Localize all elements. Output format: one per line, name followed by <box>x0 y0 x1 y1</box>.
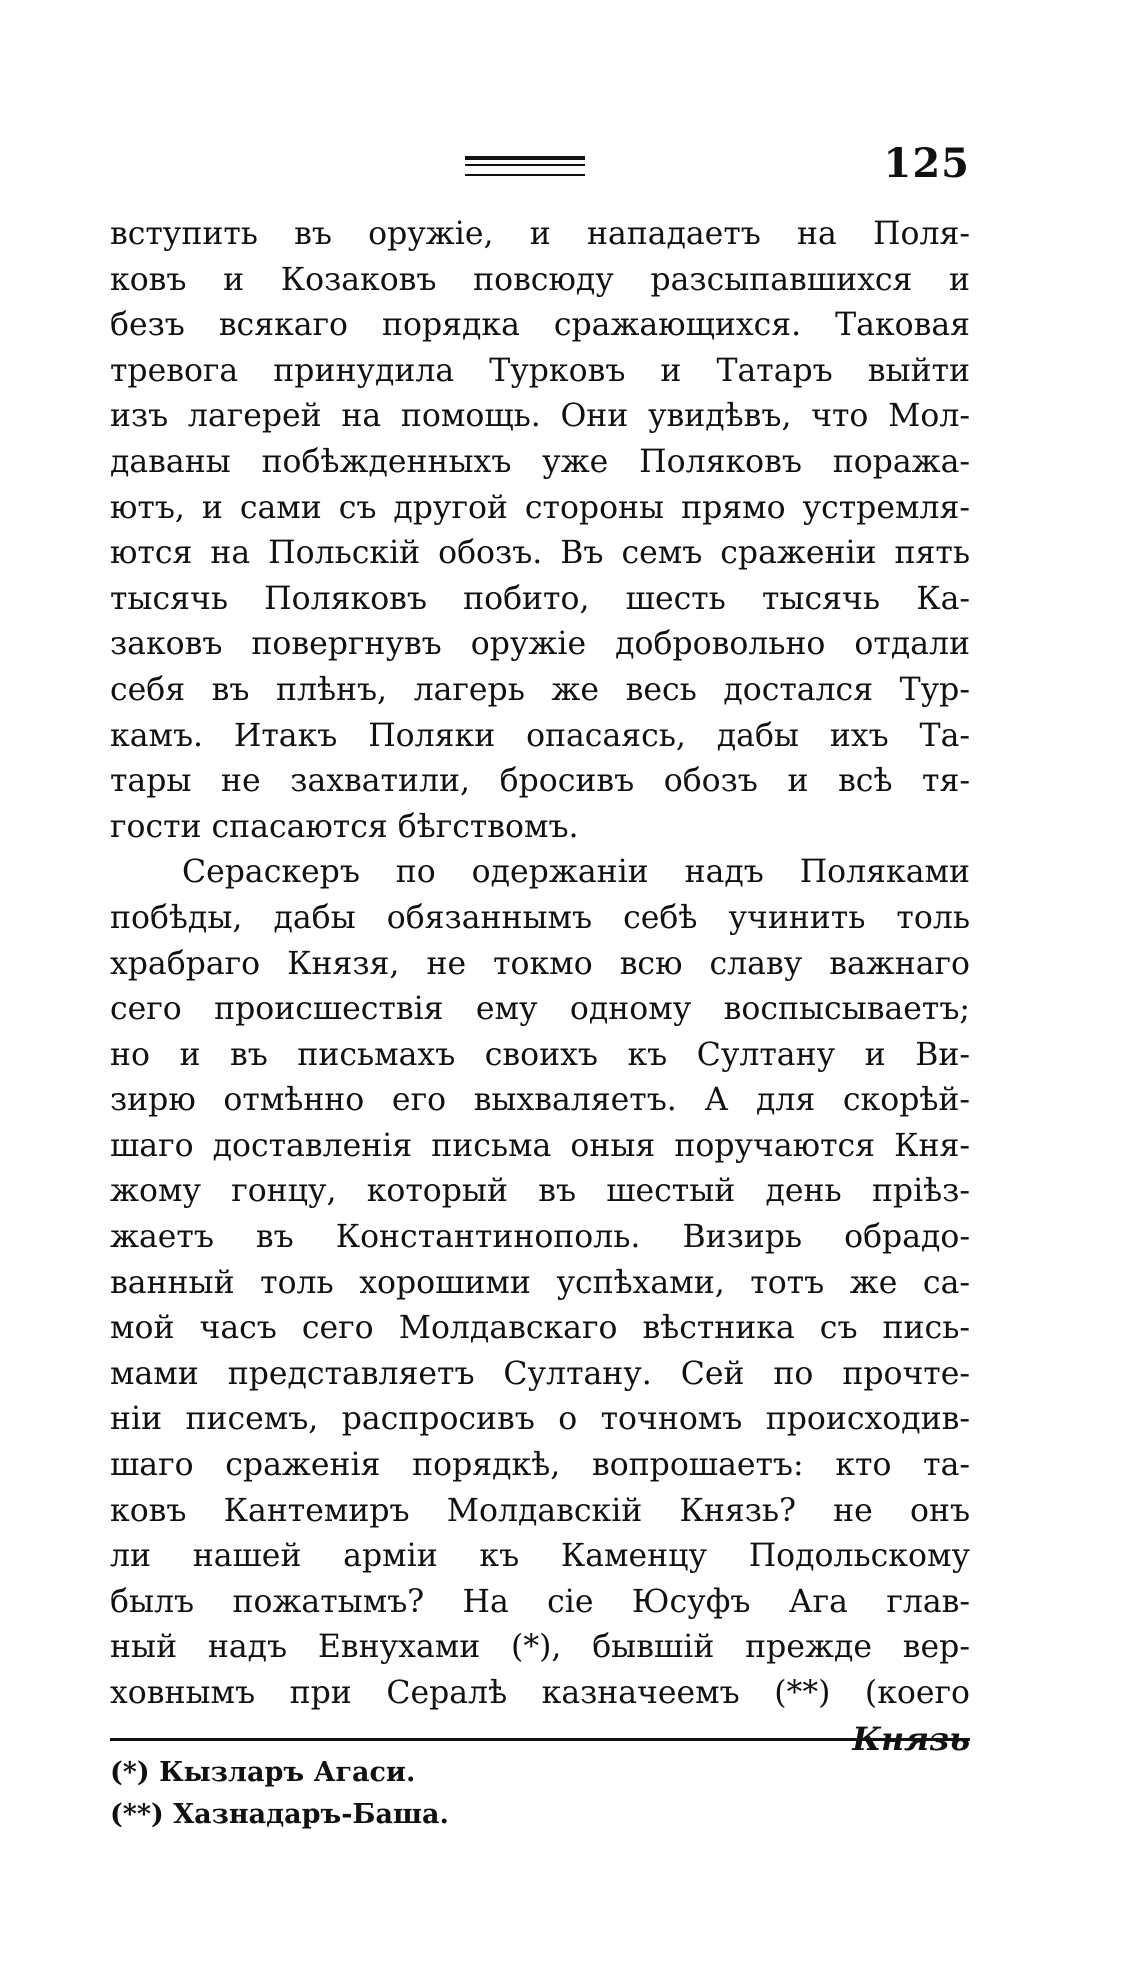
text-line: даваны побѣжденныхъ уже Поляковъ поража- <box>110 443 970 480</box>
text-line: тревога принудила Турковъ и Татаръ выйти <box>110 352 970 389</box>
text-line: ховнымъ при Сералѣ казначеемъ (**) (коего <box>110 1675 970 1711</box>
text-line: ванный толь хорошими успѣхами, тотъ же са- <box>110 1264 970 1301</box>
text-line: изъ лагерей на помощь. Они увидѣвъ, что Мол- <box>110 398 970 435</box>
footnote-1: (*) Кызларъ Агаси. <box>110 1757 416 1788</box>
header-ornament-rule <box>465 156 585 176</box>
text-line: камъ. Итакъ Поляки опасаясь, дабы ихъ Та- <box>110 717 970 754</box>
footnotes <box>110 1752 970 1836</box>
page-header <box>110 140 970 188</box>
text-line: ковъ и Козаковъ повсюду разсыпавшихся и <box>110 261 970 298</box>
text-line: жому гонцу, который въ шестый день пріѣз- <box>110 1173 970 1210</box>
text-line: вступить въ оружіе, и нападаетъ на Поля- <box>110 216 970 252</box>
text-line: шаго доставленія письма оныя поручаются Кня- <box>110 1127 970 1164</box>
text-line: былъ пожатымъ? На сіе Юсуфъ Ага глав- <box>110 1583 970 1620</box>
footnote-separator <box>110 1738 970 1741</box>
text-line: жаетъ въ Константинополь. Визирь обрадо- <box>110 1219 970 1256</box>
text-line: тары не захватили, бросивъ обозъ и всѣ тя- <box>110 763 970 800</box>
text-line: мами представляетъ Султану. Сей по прочте- <box>110 1355 970 1392</box>
text-line: заковъ повергнувъ оружіе добровольно отдали <box>110 626 970 663</box>
text-line: но и въ письмахъ своихъ къ Султану и Ви- <box>110 1036 970 1073</box>
text-line: шаго сраженія порядкѣ, вопрошаетъ: кто та- <box>110 1447 970 1484</box>
catchword: Князь <box>852 1720 970 1758</box>
text-line: ются на Польскій обозъ. Въ семъ сраженіи пять <box>110 535 970 572</box>
text-line: сего происшествія ему одному воспысываетъ; <box>110 991 970 1028</box>
text-line: ный надъ Евнухами (*), бывшій прежде вер- <box>110 1629 970 1666</box>
text-line: ютъ, и сами съ другой стороны прямо устремля- <box>110 489 970 526</box>
text-line: себя въ плѣнъ, лагерь же весь достался Тур- <box>110 671 970 708</box>
text-line: зирю отмѣнно его выхваляетъ. А для скорѣй- <box>110 1082 970 1119</box>
text-line: мой часъ сего Молдавскаго вѣстника съ пись- <box>110 1310 970 1347</box>
text-line: храбраго Князя, не токмо всю славу важнаго <box>110 945 970 982</box>
text-line: безъ всякаго порядка сражающихся. Таковая <box>110 307 970 344</box>
paragraph-start-line: Сераскеръ по одержаніи надъ Поляками <box>182 854 970 891</box>
text-line: ніи писемъ, распросивъ о точномъ происходив- <box>110 1401 970 1438</box>
text-line: тысячь Поляковъ побито, шесть тысячь Ка- <box>110 580 970 617</box>
text-line: ковъ Кантемиръ Молдавскій Князь? не онъ <box>110 1492 970 1529</box>
footnote-2: (**) Хазнадаръ-Баша. <box>110 1799 449 1830</box>
text-line: гости спасаются бѣгствомъ. <box>110 808 579 845</box>
text-line: ли нашей арміи къ Каменцу Подольскому <box>110 1538 970 1575</box>
text-line: побѣды, дабы обязаннымъ себѣ учинить толь <box>110 899 970 936</box>
main-text <box>110 212 970 1762</box>
page-number: 125 <box>883 140 970 187</box>
